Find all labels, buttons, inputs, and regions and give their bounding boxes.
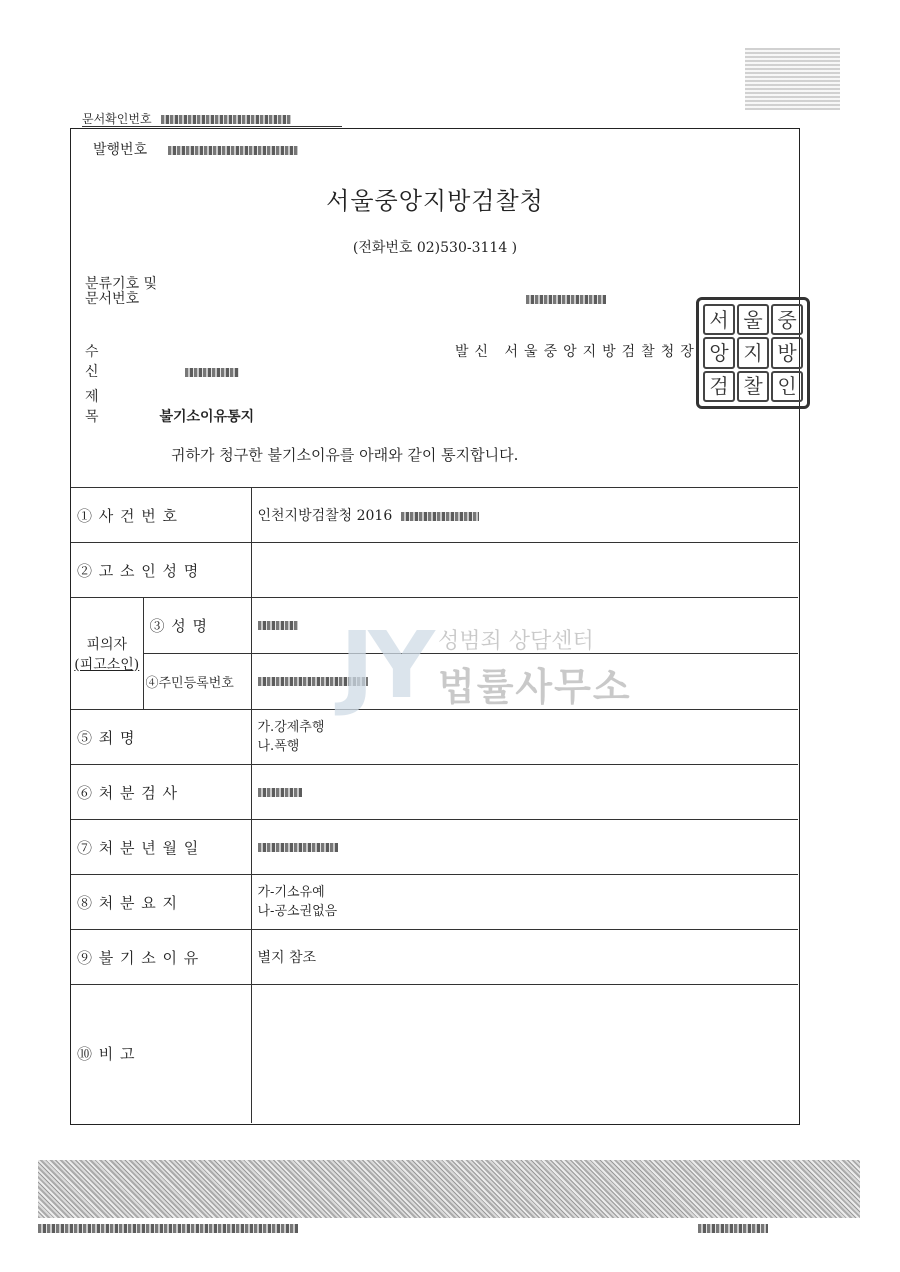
table-row: [71, 654, 798, 710]
redacted-footer-left: [38, 1224, 298, 1233]
charge-label: ⑤ 죄 명: [71, 710, 251, 765]
suspect-name-label: ③ 성 명: [143, 598, 251, 654]
doc-confirm-label: 문서확인번호: [82, 112, 152, 126]
redacted-issue-number: [168, 146, 298, 155]
disposition-summary-value: 가-기소유예 나-공소권없음: [251, 875, 798, 930]
table-row: [71, 985, 798, 1123]
table-row: [71, 543, 798, 598]
issue-label: 발행번호: [93, 142, 148, 158]
watermark-logo: JY: [340, 612, 429, 719]
subject-label: 제 목: [85, 389, 127, 425]
classification-value: [526, 289, 606, 308]
scan-noise-footer: [38, 1160, 860, 1218]
sender-label: 발신: [455, 344, 495, 360]
disposition-date-value: [251, 820, 798, 875]
prosecutor-label: ⑥ 처 분 검 사: [71, 765, 251, 820]
suspect-id-label: ④주민등록번호: [143, 654, 251, 710]
redacted-prosecutor: [258, 788, 302, 797]
disposition-summary-label: ⑧ 처 분 요 지: [71, 875, 251, 930]
reason-label: ⑨ 불 기 소 이 유: [71, 930, 251, 985]
redacted-suspect-id: [258, 677, 368, 686]
watermark-line1: 성범죄 상담센터: [438, 629, 594, 654]
recipient-label: 수 신: [85, 344, 127, 380]
redacted-confirm-number: [161, 115, 291, 124]
document-frame: [70, 128, 800, 1125]
classification-label: 분류기호 및 문서번호: [85, 276, 158, 307]
agency-title: 서울중앙지방검찰청: [326, 187, 544, 215]
table-row: [71, 710, 798, 765]
table-row: [71, 765, 798, 820]
subject-value: 불기소이유통지: [159, 409, 255, 425]
disposition-table: [71, 487, 798, 1123]
redacted-recipient: [185, 368, 239, 377]
doc-confirm-number: [82, 110, 291, 127]
suspect-id-value: [251, 654, 798, 710]
prosecutor-value: [251, 765, 798, 820]
scan-noise-top-right: [745, 48, 840, 110]
redacted-case-number: [401, 512, 479, 521]
confirm-underline: [82, 126, 342, 127]
redacted-classification: [526, 295, 606, 304]
sender-value: 서울중앙지방검찰청장: [504, 344, 700, 360]
redacted-disposition-date: [258, 843, 338, 852]
subject-row: [85, 386, 254, 426]
recipient-row: [85, 341, 239, 381]
complainant-value: [251, 543, 798, 598]
redacted-suspect-name: [258, 621, 298, 630]
remarks-value: [251, 985, 798, 1123]
table-row: [71, 598, 798, 654]
suspect-group-label: 피의자 (피고소인): [71, 598, 143, 710]
table-row: [71, 488, 798, 543]
notice-text: 귀하가 청구한 불기소이유를 아래와 같이 통지합니다.: [171, 446, 519, 464]
official-seal: 서 울 중 앙 지 방 검 찰 인: [696, 297, 810, 409]
table-row: [71, 820, 798, 875]
table-row: [71, 875, 798, 930]
remarks-label: ⑩ 비 고: [71, 985, 251, 1123]
case-number-label: ① 사 건 번 호: [71, 488, 251, 543]
disposition-date-label: ⑦ 처 분 년 월 일: [71, 820, 251, 875]
redacted-footer-right: [698, 1224, 768, 1233]
suspect-name-value: [251, 598, 798, 654]
case-number-value: 인천지방검찰청 2016: [251, 488, 798, 543]
issue-number: [93, 139, 298, 159]
complainant-label: ② 고 소 인 성 명: [71, 543, 251, 598]
sender-row: [455, 341, 700, 361]
agency-phone: (전화번호 02)530-3114 ): [352, 240, 518, 256]
charge-value: 가.강제추행 나.폭행: [251, 710, 798, 765]
watermark-line2: 법률사무소: [438, 665, 632, 709]
table-row: [71, 930, 798, 985]
scan-footer-strip: [38, 1224, 860, 1232]
reason-value: 별지 참조: [251, 930, 798, 985]
